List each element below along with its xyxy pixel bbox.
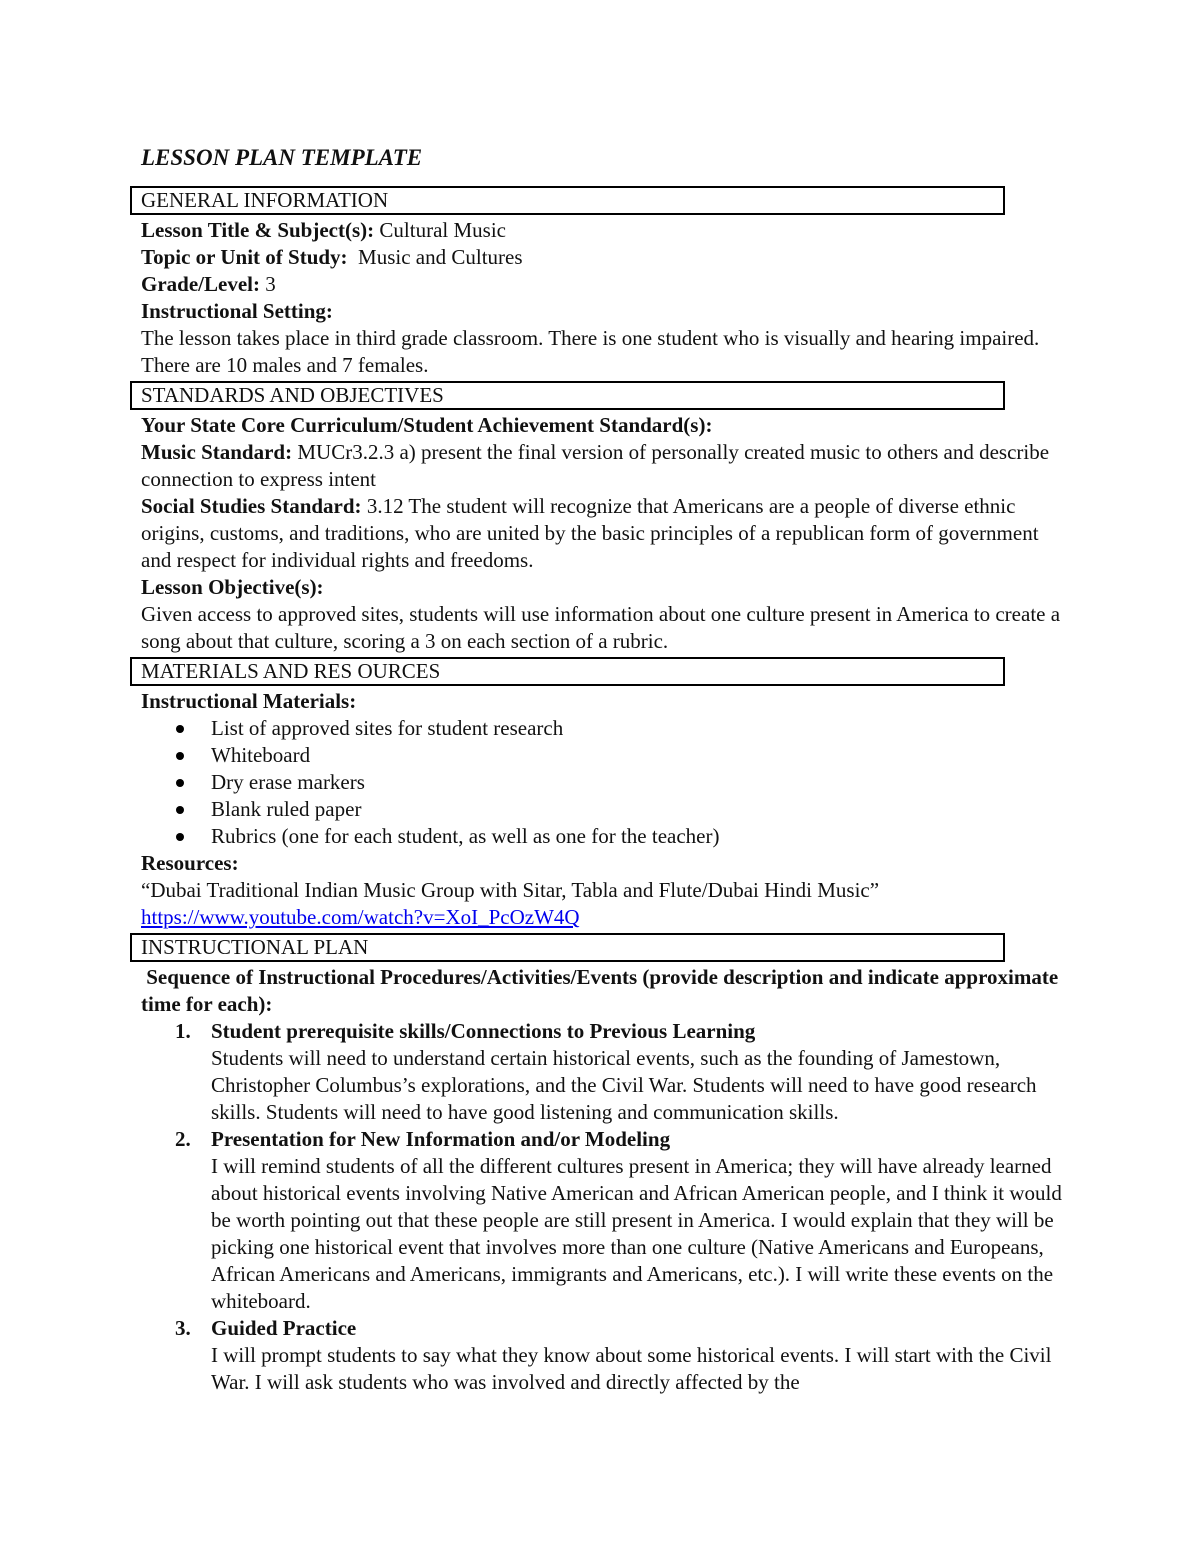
step-number: 3.: [175, 1316, 191, 1340]
resource-link[interactable]: https://www.youtube.com/watch?v=XoI_PcOzW4Q: [141, 905, 580, 929]
step-item: [141, 1126, 1066, 1315]
list-item: Blank ruled paper: [141, 796, 1066, 823]
objective-text: Given access to approved sites, students will use information about one culture present in America to create a song about that culture, scoring a 3 on each section of a rubric.: [141, 602, 1061, 653]
document-title: LESSON PLAN TEMPLATE: [141, 145, 423, 170]
section-header-standards: STANDARDS AND OBJECTIVES: [130, 381, 1005, 410]
lesson-title-line: [141, 217, 1066, 244]
value: Cultural Music: [379, 218, 506, 242]
label: Your State Core Curriculum/Student Achievement Standard(s):: [141, 413, 713, 437]
list-item: List of approved sites for student research: [141, 715, 1066, 742]
resources-label: [141, 850, 1066, 877]
setting-label: [141, 298, 1066, 325]
label: Social Studies Standard:: [141, 494, 362, 518]
label: Lesson Title & Subject(s):: [141, 218, 375, 242]
sequence-label: [135, 964, 1066, 1018]
value: MUCr3.2.3 a) present the final version of personally created music to others and describe connection to express intent: [141, 440, 1050, 491]
step-title: Student prerequisite skills/Connections to Previous Learning: [211, 1019, 756, 1043]
list-item: Whiteboard: [141, 742, 1066, 769]
setting-text: The lesson takes place in third grade classroom. There is one student who is visually and hearing impaired. There are 10 males and 7 females.: [141, 326, 1040, 377]
value: 3.12 The student will recognize that Americans are a people of diverse ethnic origins, customs, and traditions, who are united by the basic principles of a republican form of government and respect for individual rights and freedoms.: [141, 494, 1039, 572]
list-item: Dry erase markers: [141, 769, 1066, 796]
instructional-materials-label: [141, 688, 1066, 715]
topic-line: [141, 244, 1066, 271]
social-standard: [141, 493, 1066, 574]
step-text: Students will need to understand certain historical events, such as the founding of Jamestown, Christopher Columbus’s explorations, and the Civil War. Students will need to have good research skills. Students will need to have good listening and communication skills.: [211, 1046, 1037, 1124]
step-title: Guided Practice: [211, 1316, 357, 1340]
section-header-general: GENERAL INFORMATION: [130, 186, 1005, 215]
label: Sequence of Instructional Procedures/Activities/Events (provide description and indicate approximate time for each):: [141, 965, 1059, 1016]
resource-title: “Dubai Traditional Indian Music Group with Sitar, Tabla and Flute/Dubai Hindi Music”: [141, 878, 880, 902]
materials-list: [141, 715, 1066, 850]
label: Topic or Unit of Study:: [141, 245, 348, 269]
label: Resources:: [141, 851, 239, 875]
step-text: I will prompt students to say what they know about some historical events. I will start with the Civil War. I will ask students who was involved and directly affected by the: [211, 1343, 1052, 1394]
section-header-materials: MATERIALS AND RES OURCES: [130, 657, 1005, 686]
label: Instructional Setting:: [141, 299, 333, 323]
step-text: I will remind students of all the different cultures present in America; they will have already learned about historical events involving Native American and African American people, and I think it would be worth pointing out that these people are still present in America. I would explain that they will be picking one historical event that involves more than one culture (Native Americans and Europeans, African Americans and Americans, immigrants and Americans, etc.). I will write these events on the whiteboard.: [211, 1154, 1062, 1313]
label: Instructional Materials:: [141, 689, 357, 713]
objective-label: [141, 574, 1066, 601]
section-header-plan: INSTRUCTIONAL PLAN: [130, 933, 1005, 962]
value: 3: [265, 272, 276, 296]
core-label: [141, 412, 1066, 439]
label: Grade/Level:: [141, 272, 260, 296]
label: Lesson Objective(s):: [141, 575, 324, 599]
step-title: Presentation for New Information and/or Modeling: [211, 1127, 671, 1151]
document-page: [141, 143, 1066, 1396]
step-item: [141, 1315, 1066, 1396]
music-standard: [141, 439, 1066, 493]
list-item: Rubrics (one for each student, as well as one for the teacher): [141, 823, 1066, 850]
step-number: 1.: [175, 1019, 191, 1043]
label: Music Standard:: [141, 440, 293, 464]
step-number: 2.: [175, 1127, 191, 1151]
value: Music and Cultures: [358, 245, 523, 269]
step-item: [141, 1018, 1066, 1126]
grade-line: [141, 271, 1066, 298]
steps-list: [141, 1018, 1066, 1396]
